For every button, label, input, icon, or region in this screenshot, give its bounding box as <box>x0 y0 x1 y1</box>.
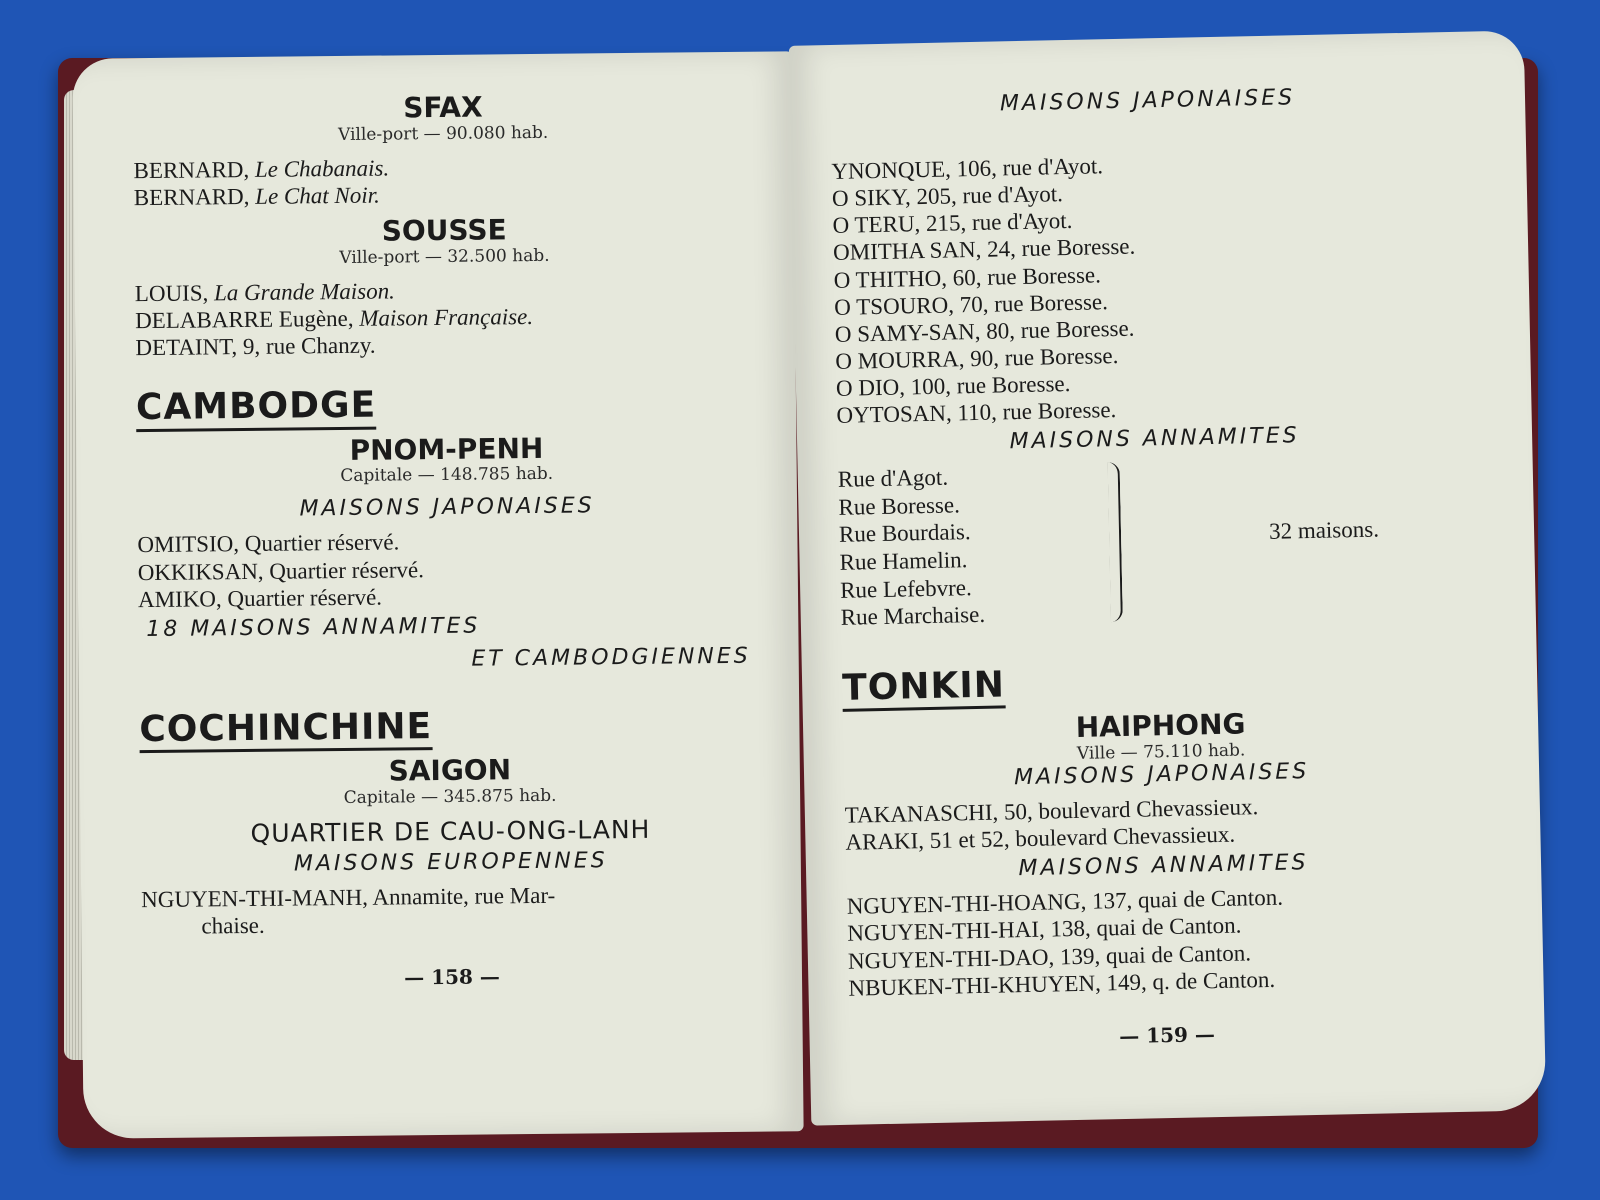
house-count: 32 maisons. <box>1268 516 1380 545</box>
section-subheading: MAISONS JAPONAISES <box>1013 759 1310 791</box>
list-item: O DIO, 100, rue Boresse. <box>835 370 1071 401</box>
list-item: Rue Bourdais. <box>838 519 971 548</box>
list-item: YNONQUE, 106, rue d'Ayot. <box>831 153 1104 184</box>
list-item: O THITHO, 60, rue Boresse. <box>833 261 1102 293</box>
entry-name: DELABARRE Eugène, <box>134 305 354 334</box>
list-item: Rue Hamelin. <box>839 547 968 575</box>
running-head: MAISONS JAPONAISES <box>999 85 1296 117</box>
entry-name: DETAINT, <box>135 334 238 361</box>
list-item: OKKIKSAN, Quartier réservé. <box>137 556 425 585</box>
entry-name: LOUIS, <box>134 280 209 307</box>
population-haiphong: Ville — 75.110 hab. <box>1076 740 1246 764</box>
list-item: O SAMY-SAN, 80, rue Boresse. <box>834 315 1135 347</box>
list-item: Rue Lefebvre. <box>839 574 972 603</box>
list-item: O TERU, 215, rue d'Ayot. <box>832 208 1073 239</box>
population-sfax: Ville-port — 90.080 hab. <box>337 122 549 145</box>
quartier-heading: QUARTIER DE CAU-ONG-LANH <box>250 814 651 848</box>
section-subheading: MAISONS JAPONAISES <box>299 493 595 522</box>
list-item: O MOURRA, 90, rue Boresse. <box>835 342 1119 374</box>
section-subheading: 18 MAISONS ANNAMITES <box>146 613 481 642</box>
entry-desc: Le Chabanais. <box>254 155 390 182</box>
section-subheading: MAISONS ANNAMITES <box>1009 423 1300 455</box>
entry-name: BERNARD, <box>133 183 250 211</box>
street-list <box>838 453 1476 632</box>
section-subheading: ET CAMBODGIENNES <box>471 643 751 672</box>
list-item: OMITHA SAN, 24, rue Boresse. <box>832 233 1136 266</box>
list-item: OYTOSAN, 110, rue Boresse. <box>836 397 1117 429</box>
list-item: NBUKEN-THI-KHUYEN, 149, q. de Canton. <box>848 966 1276 1001</box>
left-page <box>72 51 803 1138</box>
country-heading-cochinchine: COCHINCHINE <box>139 706 432 753</box>
population-saigon: Capitale — 345.875 hab. <box>343 785 557 808</box>
list-item: TAKANASCHI, 50, boulevard Chevassieux. <box>844 794 1259 828</box>
population-sousse: Ville-port — 32.500 hab. <box>339 245 550 268</box>
right-page <box>789 30 1546 1125</box>
list-item: OMITSIO, Quartier réservé. <box>137 529 400 558</box>
list-item: O SIKY, 205, rue d'Ayot. <box>831 181 1064 212</box>
list-item: NGUYEN-THI-HAI, 138, quai de Canton. <box>847 912 1242 947</box>
list-item: NGUYEN-THI-DAO, 139, quai de Canton. <box>847 939 1252 974</box>
list-item: O TSOURO, 70, rue Boresse. <box>833 288 1109 320</box>
city-heading-haiphong: HAIPHONG <box>1075 707 1246 745</box>
page-number: — 158 — <box>404 964 500 990</box>
country-heading-cambodge: CAMBODGE <box>136 385 377 432</box>
list-item: Rue d'Agot. <box>837 464 949 493</box>
entry-name: BERNARD, <box>133 156 250 183</box>
city-heading-sfax: SFAX <box>403 90 483 125</box>
entry-desc: 9, rue Chanzy. <box>242 332 376 360</box>
list-item: ARAKI, 51 et 52, boulevard Chevassieux. <box>845 821 1236 855</box>
city-heading-sousse: SOUSSE <box>381 213 507 248</box>
page-number: — 159 — <box>1118 1021 1216 1048</box>
population-pnom-penh: Capitale — 148.785 hab. <box>340 464 554 487</box>
left-page-content <box>72 51 802 993</box>
city-heading-pnom-penh: PNOM-PENH <box>349 431 544 467</box>
list-item: NGUYEN-THI-MANH, Annamite, rue Mar- <box>141 882 556 913</box>
entry-desc: Le Chat Noir. <box>255 182 380 209</box>
list-item-continued: chaise. <box>201 912 265 939</box>
entry-desc: Maison Française. <box>359 303 534 331</box>
list-item <box>135 328 755 362</box>
list-item: Rue Boresse. <box>838 492 961 520</box>
country-heading-tonkin: TONKIN <box>842 664 1006 712</box>
entry-desc: La Grande Maison. <box>213 278 395 306</box>
list-item: NGUYEN-THI-HOANG, 137, quai de Canton. <box>846 884 1284 920</box>
section-subheading: MAISONS EUROPENNES <box>293 848 608 877</box>
list-item: AMIKO, Quartier réservé. <box>137 584 383 612</box>
list-item: Rue Marchaise. <box>840 602 986 631</box>
right-page-content <box>789 30 1545 1054</box>
city-heading-saigon: SAIGON <box>388 753 512 788</box>
list-item <box>134 178 754 212</box>
section-subheading: MAISONS ANNAMITES <box>1018 850 1309 882</box>
